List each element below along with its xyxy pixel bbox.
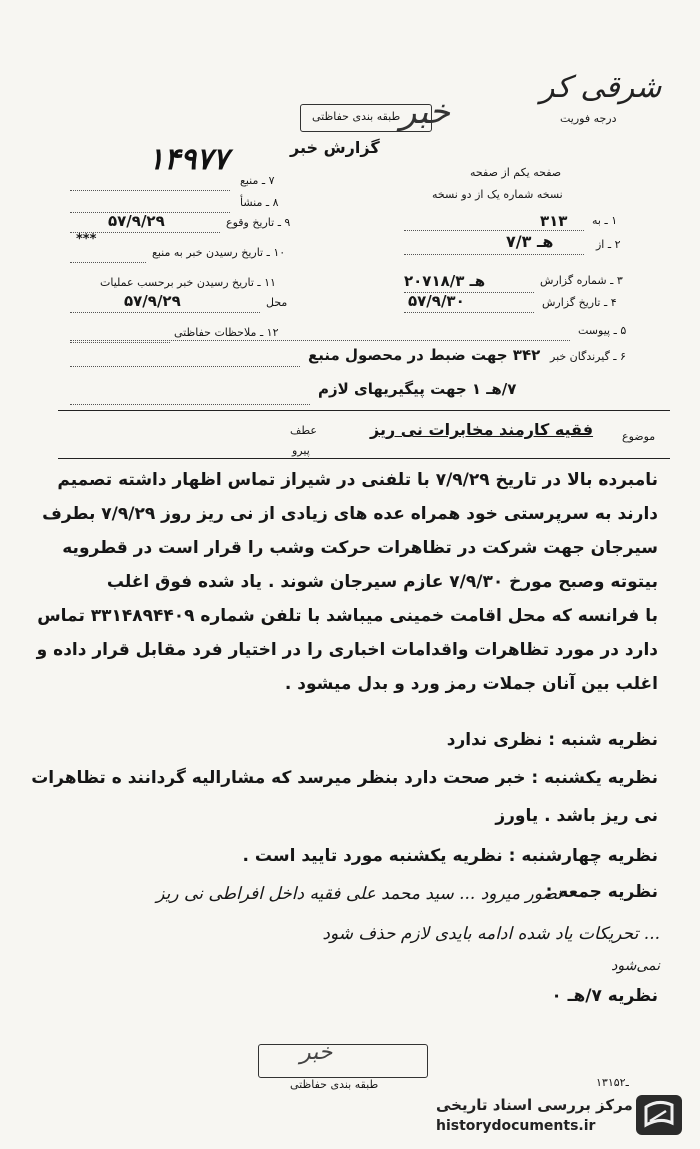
opinion-friday-handwritten-3: نمی‌شود (611, 958, 660, 974)
body-line: نامبرده بالا در تاریخ ۷/۹/۲۹ با تلفنی در شیراز تماس اظهار داشته تصمیم (57, 470, 658, 490)
report-title-handwritten-mark: خبر (400, 92, 451, 132)
receipt-label: ۱۰ ـ تاریخ رسیدن خبر به منبع (152, 246, 286, 259)
subject-label: موضوع (622, 430, 656, 443)
body-line: بیتوته وصبح مورخ ۷/۹/۳۰ عازم سیرجان شوند . یاد شده فوق اغلب (106, 572, 658, 592)
body-line: دارند به سرپرستی خود همراه عده های زیادی از نی ریز روز ۷/۹/۲۹ بطرف (42, 504, 658, 524)
opinion-sunday-1: نظریه یکشنبه : خبر صحت دارد بنظر میرسد که مشارالیه گردانند ه تظاهرات (31, 768, 658, 788)
body-line: سیرجان جهت شرکت در تظاهرات حرکت وشب را قرار است در قطرویه (62, 538, 658, 558)
notes-line (70, 342, 170, 343)
receipt-value: *** (76, 232, 97, 247)
ops-label: ۱۱ ـ تاریخ رسیدن خبر برحسب عملیات (100, 276, 276, 289)
line3-label: ۳ ـ شماره گزارش (540, 274, 623, 287)
line6-value: ۳۴۲ جهت ضبط در محصول منبع (308, 346, 541, 364)
line4-label: ۴ ـ تاریخ گزارش (542, 296, 617, 309)
line5-label: ۵ ـ پیوست (578, 324, 627, 337)
line5-line (70, 340, 570, 341)
place-label: محل (266, 296, 288, 309)
source-line (70, 190, 230, 191)
footer-code: ۱۳۱ـ۵۲ (596, 1076, 629, 1089)
receipt-line (70, 262, 146, 263)
line2-label: ۲ ـ از (596, 238, 621, 251)
opinion-friday-label: نظریه جمعه : (545, 882, 658, 902)
watermark-title: مرکز بررسی اسناد تاریخی (436, 1096, 633, 1114)
page-label: صفحه یکم از صفحه (470, 166, 562, 179)
body-line: اغلب بین آنان جملات رمز ورد و بدل میشود . (284, 674, 658, 694)
copy-label: نسخه شماره یک از دو نسخه (432, 188, 563, 201)
watermark-url: historydocuments.ir (436, 1118, 596, 1134)
line3-value: ۲۰۷۱۸/هـ ۳ (404, 272, 486, 290)
subject-value: فقیه کارمند مخابرات نی ریز (370, 420, 594, 439)
notes-label: ۱۲ ـ ملاحظات حفاظتی (174, 326, 279, 339)
priority-handwritten: شرقی کر (540, 70, 662, 105)
classification-label-bottom: طبقه بندی حفاظتی (290, 1078, 379, 1091)
line6-line-2 (70, 404, 310, 405)
ref-bottom-label: پیرو (292, 444, 310, 457)
priority-label: درجه فوریت (560, 112, 617, 125)
line2-line (404, 254, 584, 255)
event-date-value: ۵۷/۹/۲۹ (108, 212, 165, 230)
classification-label-top: طبقه بندی حفاظتی (312, 110, 401, 123)
opinion-saturday: نظریه شنبه : نظری ندارد (446, 730, 658, 750)
line4-line (404, 312, 534, 313)
subject-divider (58, 458, 670, 459)
ref-top-label: عطف (290, 424, 317, 437)
header-divider (58, 410, 670, 411)
line2-value: ۷/هـ ۳ (506, 232, 554, 251)
ops-value: ۵۷/۹/۲۹ (124, 292, 181, 310)
classification-stamp-bottom (258, 1044, 428, 1078)
line1-label: ۱ ـ به (592, 214, 618, 227)
event-date-label: ۹ ـ تاریخ وقوع (226, 216, 291, 229)
line1-value: ۳۱۳ (540, 212, 568, 230)
opinion-wednesday: نظریه چهارشنبه : نظریه یکشنبه مورد تایید است . (242, 846, 658, 866)
body-line: با فرانسه که محل اقامت خمینی میباشد با تلفن شماره ۳۳۱۴۸۹۴۴۰۹ تماس (37, 606, 658, 626)
opinion-final: نظریه ۷/هـ ۰ (551, 986, 658, 1006)
opinion-friday-handwritten-1: تصور میرود ... سید محمد علی فقیه داخل افراطی نی ریز (156, 884, 562, 904)
stamp-handwritten-mark: خبر (300, 1040, 333, 1065)
line1-line (404, 230, 584, 231)
report-title: گزارش خبر (290, 138, 380, 157)
line6-value-2: ۷/هـ ۱ جهت پیگیریهای لازم (318, 380, 517, 398)
opinion-sunday-2: نی ریز باشد . یاورز (495, 806, 658, 826)
source-label: ۷ ـ منبع (240, 174, 275, 187)
origin-label: ۸ ـ منشأ (240, 196, 279, 209)
ops-line (70, 312, 260, 313)
line6-label: ۶ ـ گیرندگان خبر (550, 350, 626, 363)
report-number: ۱۴۹۷۷ (148, 142, 229, 177)
line6-line (70, 366, 300, 367)
archive-logo-icon (636, 1095, 682, 1135)
body-line: دارد در مورد تظاهرات واقدامات اخباری را در اختیار فرد مقابل قرار داده و (36, 640, 658, 660)
line4-value: ۵۷/۹/۳۰ (408, 292, 465, 310)
opinion-friday-handwritten-2: ... تحریکات یاد شده ادامه بایدی لازم حذف شود (322, 924, 660, 944)
